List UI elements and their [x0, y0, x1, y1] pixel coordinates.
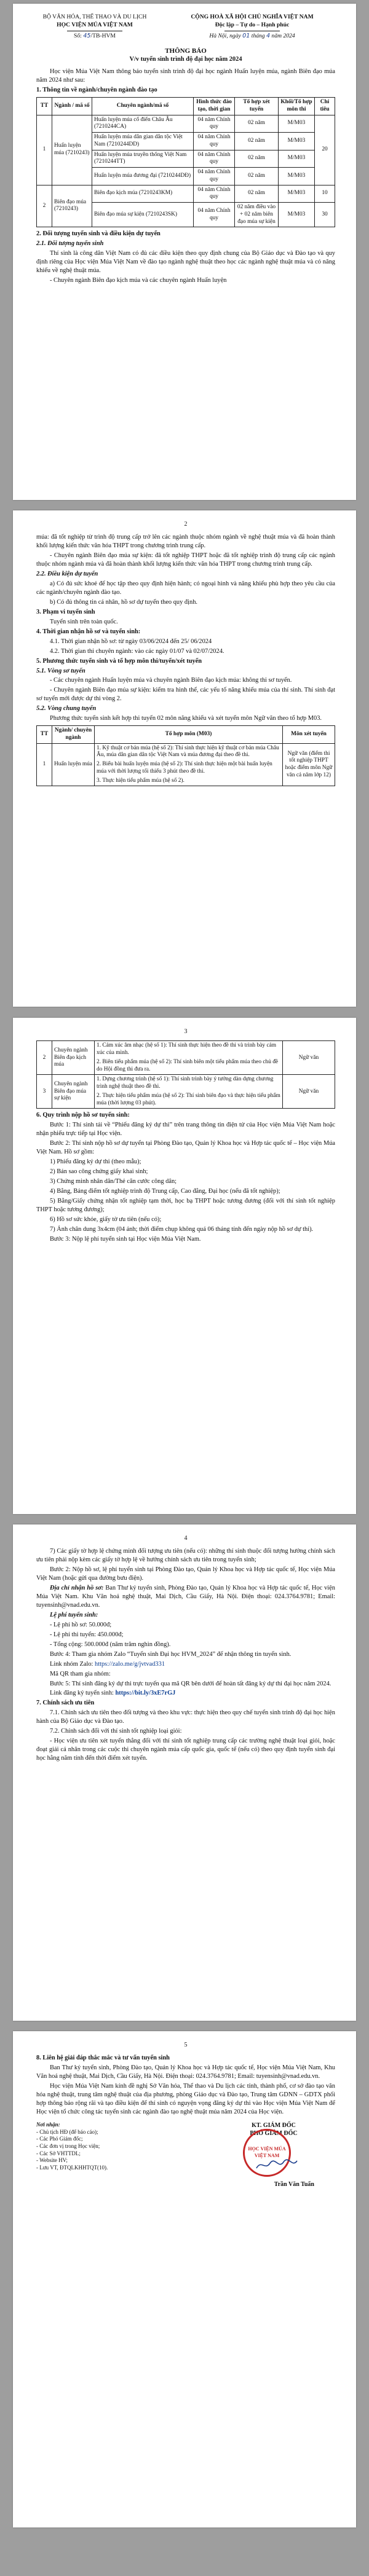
section-5-2-heading: 5.2. Vòng chung tuyển [36, 705, 97, 712]
exam-table [36, 725, 335, 786]
exam-table-continued [36, 1040, 335, 1109]
col-header: Chuyên ngành/mã số [92, 98, 194, 115]
table-row: 2 Chuyên ngành Biên đạo kịch múa 1. Cảm xúc âm nhạc (hệ số 1): Thí sinh thực hiện theo đề thi và trình bày cảm xúc của mình. 2. Biên tiểu phẩm múa (hệ số 2): Thí sinh biên một tiểu phẩm múa theo chủ đề do Hội đồng thi đưa ra. Ngữ văn [37, 1041, 335, 1075]
zalo-link-line: Link nhóm Zalo: https://zalo.me/g/jvtvad331 [50, 1660, 165, 1668]
registration-link[interactable]: https://bit.ly/3xE7rGJ [115, 1690, 176, 1697]
official-seal: HỌC VIỆN MÚA VIỆT NAM [243, 2129, 291, 2177]
paragraph: Ban Thư ký tuyển sinh, Phòng Đào tạo, Quản lý Khoa học và Hợp tác quốc tế, Học viện Múa Việt Nam, Khu Văn hoá nghệ thuật, Mai Dịch, Cầu Giấy, Hà Nội. Điện thoại: 024.3764.9781; Email: tuyensinh@vnad.edu.vn. [36, 2064, 335, 2080]
table-row: Huấn luyện múa truyền thống Việt Nam (7210244TT) 04 năm Chính quy 02 năm M/M03 [37, 150, 335, 168]
paragraph: a) Có đủ sức khoẻ để học tập theo quy định hiện hành; có ngoại hình và năng khiếu phù hợp theo yêu cầu của các ngành/chuyên ngành đào tạo. [36, 580, 335, 596]
paragraph: 4.2. Thời gian thi chuyên ngành: vào các ngày 01/07 và 02/07/2024. [50, 647, 224, 655]
document-page-3 [13, 1018, 356, 1514]
section-1-heading: 1. Thông tin về ngành/chuyên ngành đào tạo [36, 87, 157, 94]
col-header: Ngành / mã số [52, 98, 92, 115]
recipients [36, 2121, 108, 2172]
list-item: - Lệ phí thi tuyển: 450.000đ; [50, 1631, 124, 1638]
table-header-row [37, 98, 335, 115]
paragraph: 7) Các giấy tờ hợp lệ chứng minh đối tượng ưu tiên (nếu có): những thí sinh thuộc đối tượng hưởng chính sách ưu tiên phải nộp kèm các giấy tờ hợp lệ về hưởng chính sách ưu tiên trong tuyển sinh; [36, 1548, 335, 1564]
list-item: - Lưu VT, ĐTQLKHHTQT(10). [36, 2164, 108, 2171]
qr-label: Mã QR tham gia nhóm: [50, 1670, 111, 1677]
col-header: TT [37, 98, 52, 115]
table-row: Biên đạo múa sự kiện (7210243SK) 04 năm Chính quy 02 năm điều vào + 02 năm biên đạo múa sự kiện M/M03 30 [37, 203, 335, 227]
signer-title: KT. GIÁM ĐỐC PHÓ GIÁM ĐỐC [250, 2121, 298, 2137]
handwritten-number: 45 [83, 32, 91, 39]
republic-title: CỘNG HOÀ XÃ HỘI CHỦ NGHĨA VIỆT NAM [191, 14, 314, 20]
paragraph: Phương thức tuyển sinh kết hợp thi tuyển 02 môn năng khiếu và xét tuyển môn Ngữ văn theo tổ hợp M03. [50, 715, 322, 722]
fee-label: Lệ phí tuyển sinh: [50, 1611, 98, 1618]
list-item: 4) Bằng, Bảng điểm tốt nghiệp trình độ Trung cấp, Cao đẳng, Đại học (nếu đã tốt nghiệp); [50, 1187, 280, 1195]
paragraph: Bước 5: Thí sinh đăng ký dự thi trực tuyến qua mã QR bên dưới để hoàn tất đăng ký dự thi đại học năm 2024. [50, 1680, 331, 1687]
table-row: 1 Huấn luyện múa 1. Kỹ thuật cơ bản múa (hệ số 2): Thí sinh thực hiện kỹ thuật cơ bản múa Châu Âu, múa dân gian dân tộc Việt Nam và múa đương đại theo đề thi. 2. Biểu bài huấn luyện múa (hệ số 2): Thí sinh thực hiện một bài huấn luyện múa với thời lượng tối thiểu 3 phút theo đề thi. 3. Thực hiện tiểu phẩm múa (hệ số 2). Ngữ văn (điểm thi tốt nghiệp THPT hoặc điểm môn Ngữ văn cả năm lớp 12) [37, 743, 335, 786]
table-row: Huấn luyện múa đương đại (7210244DĐ) 04 năm Chính quy 02 năm M/M03 [37, 168, 335, 185]
page-number: 5 [184, 2042, 188, 2048]
paragraph: Bước 2: Thí sinh nộp hồ sơ dự tuyển tại Phòng Đào tạo, Quản lý Khoa học và Hợp tác quốc tế – Học viện Múa Việt Nam. Hồ sơ gồm: [36, 1140, 335, 1156]
col-header: Tổ hợp xét tuyển [235, 98, 279, 115]
paragraph: - Học viện ưu tiên xét tuyển thẳng đối với thí sinh tốt nghiệp trung cấp các trường nghệ thuật loại giỏi, hoặc đoạt giải cá nhân trong các cuộc thi chuyên ngành múa cấp quốc gia, quốc tế (nếu có) theo quy định tuyển sinh đại học hằng năm tính đến thời điểm xét tuyển. [36, 1738, 335, 1762]
paragraph: Thí sinh là công dân Việt Nam có đủ các điều kiện theo quy định chung của Bộ Giáo dục và Đào tạo và quy định riêng của Học viện Múa Việt Nam về đào tạo ngành nghệ thuật theo học các ngành nghệ thuật múa và có năng khiếu về nghệ thuật múa. [36, 250, 335, 275]
paragraph: múa: đã tốt nghiệp từ trình độ trung cấp trở lên các ngành thuộc nhóm ngành về nghệ thuật múa và đã hoàn thành khối lượng kiến thức văn hóa THPT trong chương trình trung cấp. [36, 534, 335, 550]
section-5-heading: 5. Phương thức tuyển sinh và tổ hợp môn thi/tuyển/xét tuyển [36, 657, 202, 665]
list-item: - Website HV; [36, 2157, 68, 2164]
document-subtitle: V/v tuyển sinh trình độ đại học năm 2024 [129, 56, 242, 63]
paragraph: 7.2. Chính sách đối với thí sinh tốt nghiệp loại giỏi: [50, 1728, 182, 1735]
list-item: - Các Sở VHTTDL; [36, 2150, 81, 2156]
exam-item: 1. Cảm xúc âm nhạc (hệ số 1): Thí sinh thực hiện theo đề thi và trình bày cảm xúc của mình. [97, 1042, 277, 1056]
document-page-2 [13, 510, 356, 1007]
section-2-heading: 2. Đối tượng tuyển sinh và điều kiện dự tuyển [36, 230, 161, 238]
page-number: 4 [184, 1535, 188, 1542]
list-item: - Các Phó Giám đốc; [36, 2136, 83, 2142]
col-header: Ngành/ chuyên ngành [52, 726, 95, 744]
document-date: Hà Nội, ngày 01 tháng 4 năm 2024 [209, 32, 295, 39]
section-4-heading: 4. Thời gian nhận hồ sơ và tuyển sinh: [36, 628, 141, 635]
ministry-name: BỘ VĂN HÓA, THỂ THAO VÀ DU LỊCH [42, 14, 147, 20]
section-8-heading: 8. Liên hệ giải đáp thắc mắc và tư vấn tuyển sinh [36, 2055, 170, 2062]
header-left [36, 14, 153, 41]
section-5-1-heading: 5.1. Vòng sơ tuyển [36, 667, 85, 674]
section-7-heading: 7. Chính sách ưu tiên [36, 1700, 95, 1707]
paragraph: Bước 2: Nộp hồ sơ, lệ phí tuyển sinh tại Phòng Đào tạo, Quản lý Khoa học và Hợp tác quốc tế, Học viện Múa Việt Nam (hoặc gửi qua đường bưu điện). [36, 1566, 335, 1582]
exam-item: 1. Dựng chương trình (hệ số 1): Thí sinh trình bày ý tưởng dàn dựng chương trình nghệ thuật theo đề thi. [97, 1076, 274, 1090]
zalo-link[interactable]: https://zalo.me/g/jvtvad331 [95, 1660, 165, 1668]
academy-name: HỌC VIỆN MÚA VIỆT NAM [57, 21, 133, 28]
col-header: Khối/Tổ hợp môn thi [279, 98, 315, 115]
document-title: THÔNG BÁO [165, 47, 207, 55]
document-number: Số: 45/TB-HVM [74, 32, 116, 39]
list-item: 6) Hồ sơ sức khỏe, giấy tờ ưu tiên (nếu có); [50, 1216, 162, 1223]
col-header: Tổ hợp môn (M03) [95, 726, 283, 744]
paragraph: 7.1. Chính sách ưu tiên theo đối tượng và theo khu vực: thực hiện theo quy chế tuyển sinh trình độ đại học hiện hành của Bộ Giáo dục và Đào tạo. [36, 1709, 335, 1725]
col-header: Hình thức đào tạo, thời gian [194, 98, 235, 115]
signature-block [36, 2121, 335, 2189]
handwritten-month: 4 [266, 32, 271, 39]
list-item: 7) Ảnh chân dung 3x4cm (04 ảnh; thời điểm chụp không quá 06 tháng tính đến ngày nộp hồ sơ dự thi). [50, 1225, 314, 1233]
intro-paragraph: Học viện Múa Việt Nam thông báo tuyển sinh trình độ đại học ngành Huấn luyện múa, ngành Biên đạo múa năm 2024 như sau: [36, 68, 335, 84]
list-item: - Các đơn vị trong Học viện; [36, 2143, 100, 2150]
table-header-row [37, 726, 335, 744]
list-item: 5) Bằng/Giấy chứng nhận tốt nghiệp tạm thời, học bạ THPT hoặc tương đương (đối với thí sinh tốt nghiệp THPT hoặc tương đương); [36, 1197, 335, 1213]
header-right [169, 14, 335, 41]
exam-item: 2. Biểu bài huấn luyện múa (hệ số 2): Thí sinh thực hiện một bài huấn luyện múa với thời lượng tối thiểu 3 phút theo đề thi. [97, 761, 272, 775]
paragraph: Bước 4: Tham gia nhóm Zalo “Tuyển sinh Đại học HVM_2024” để nhận thông tin tuyển sinh. [50, 1650, 292, 1658]
document-header [36, 14, 335, 41]
exam-item: 2. Thực hiện tiểu phẩm múa (hệ số 2): Thí sinh biên đạo và thực hiện tiểu phẩm múa (thời lượng 03 phút). [97, 1092, 280, 1106]
col-header: TT [37, 726, 52, 744]
table-row: Huấn luyện múa dân gian dân tộc Việt Nam (7210244DD) 04 năm Chính quy 02 năm M/M03 [37, 133, 335, 150]
paragraph: b) Có đủ thông tin cá nhân, hồ sơ dự tuyển theo quy định. [50, 598, 197, 606]
section-6-heading: 6. Quy trình nộp hồ sơ tuyển sinh: [36, 1112, 130, 1119]
paragraph: Học viện Múa Việt Nam kính đề nghị Sở Văn hóa, Thể thao và Du lịch các tỉnh, thành phố, cơ sở đào tạo văn hóa nghệ thuật, trung tâm nghệ thuật của địa phương, phòng Giáo dục và Đào tạo, Trung tâm GDNN – GDTX phối hợp thông báo rộng rãi và tạo điều kiện để thí sinh có nguyện vọng đăng ký dự thi vào Học viện Múa Việt Nam để Học viện tổ chức công tác tuyển sinh các ngành đào tạo nghệ thuật múa năm 2024 của Học viện. [36, 2083, 335, 2116]
exam-item: 3. Thực hiện tiểu phẩm múa (hệ số 2). [97, 777, 184, 784]
section-2-1-heading: 2.1. Đối tượng tuyển sinh [36, 240, 104, 248]
list-item: - Lệ phí hồ sơ: 50.000đ; [50, 1621, 112, 1628]
paragraph: - Các chuyên ngành Huấn luyện múa và chuyên ngành Biên đạo kịch múa: không thi sơ tuyển. [50, 677, 292, 684]
recipients-title: Nơi nhận: [36, 2121, 60, 2128]
registration-link-line: Link đăng ký tuyển sinh: https://bit.ly/3xE7rGJ [50, 1690, 176, 1697]
table-row: 3 Chuyên ngành Biên đạo múa sự kiện 1. Dựng chương trình (hệ số 1): Thí sinh trình bày ý tưởng dàn dựng chương trình nghệ thuật theo đề thi. 2. Thực hiện tiểu phẩm múa (hệ số 2): Thí sinh biên đạo và thực hiện tiểu phẩm múa (thời lượng 03 phút). Ngữ văn [37, 1075, 335, 1109]
paragraph: - Chuyên ngành Biên đạo múa sự kiện: kiểm tra hình thể, các yếu tố năng khiếu múa của thí sinh. Thí sinh đạt sơ tuyển mới được dự thi vòng 2. [36, 687, 335, 703]
paragraph: - Chuyên ngành Biên đạo múa sự kiện: đã tốt nghiệp THPT hoặc đã tốt nghiệp trình độ trung cấp các ngành thuộc nhóm ngành múa và đã hoàn thành khối lượng kiến thức văn hóa THPT trong chương trình trung cấp. [36, 552, 335, 568]
paragraph: 4.1. Thời gian nhận hồ sơ: từ ngày 03/06/2024 đến 25/ 06/2024 [50, 638, 212, 645]
section-2-2-heading: 2.2. Điều kiện dự tuyển [36, 571, 98, 578]
paragraph: Tuyển sinh trên toàn quốc. [50, 618, 118, 625]
table-row: 2 Biên đạo múa (7210243) Biên đạo kịch múa (7210243KM) 04 năm Chính quy 02 năm M/M03 10 [37, 185, 335, 203]
list-item: - Chủ tịch HĐ (để báo cáo); [36, 2128, 98, 2135]
paragraph: Bước 1: Thí sinh tải về “Phiếu đăng ký dự thi” trên trang thông tin điện tử của Học viện Múa Việt Nam hoặc nhận phiếu trực tiếp tại Học viện. [36, 1122, 335, 1138]
col-header: Môn xét tuyển [283, 726, 335, 744]
list-item: - Tổng cộng: 500.000đ (năm trăm nghìn đồng). [50, 1641, 171, 1648]
document-page-1 [13, 4, 356, 500]
table-row: 1 Huấn luyện múa (7210243) Huấn luyện múa cổ điển Châu Âu (7210244CA) 04 năm Chính quy 02 năm M/M03 20 [37, 115, 335, 133]
address-paragraph: Địa chỉ nhận hồ sơ: Ban Thư ký tuyển sinh, Phòng Đào tạo, Quản lý Khoa học và Hợp tác quốc tế, Học viện Múa Việt Nam. Khu Văn hoá nghệ thuật, Mai Dịch, Cầu Giấy, Hà Nội. Điện thoại: 024.3764.9781; Email: tuyensinh@vnad.edu.vn. [36, 1585, 335, 1609]
list-item: 3) Chứng minh nhân dân/Thẻ căn cước công dân; [50, 1177, 177, 1185]
programs-table [36, 97, 335, 227]
page-number: 2 [184, 521, 188, 528]
list-item: 1) Phiếu đăng ký dự thi (theo mẫu); [50, 1158, 141, 1166]
page-number: 3 [184, 1028, 188, 1035]
list-item: 2) Bản sao công chứng giấy khai sinh; [50, 1168, 148, 1176]
paragraph: - Chuyên ngành Biên đạo kịch múa và các chuyên ngành Huấn luyện [50, 276, 227, 284]
motto: Độc lập – Tự do – Hạnh phúc [215, 21, 290, 28]
section-3-heading: 3. Phạm vi tuyển sinh [36, 608, 95, 615]
signer-name: Trần Văn Tuấn [274, 2180, 314, 2188]
document-page-5 [13, 2031, 356, 2527]
exam-item: 1. Kỹ thuật cơ bản múa (hệ số 2): Thí sinh thực hiện kỹ thuật cơ bản múa Châu Âu, múa dân gian dân tộc Việt Nam và múa đương đại theo đề thi. [97, 744, 279, 759]
exam-item: 2. Biên tiểu phẩm múa (hệ số 2): Thí sinh biên một tiểu phẩm múa theo chủ đề do Hội đồng thi đưa ra. [97, 1058, 279, 1072]
handwritten-signature [255, 2158, 298, 2172]
handwritten-day: 01 [242, 32, 250, 39]
document-page-4 [13, 1524, 356, 2021]
paragraph: Bước 3: Nộp lệ phí tuyển sinh tại Học viện Múa Việt Nam. [50, 1235, 201, 1243]
col-header: Chỉ tiêu [315, 98, 335, 115]
